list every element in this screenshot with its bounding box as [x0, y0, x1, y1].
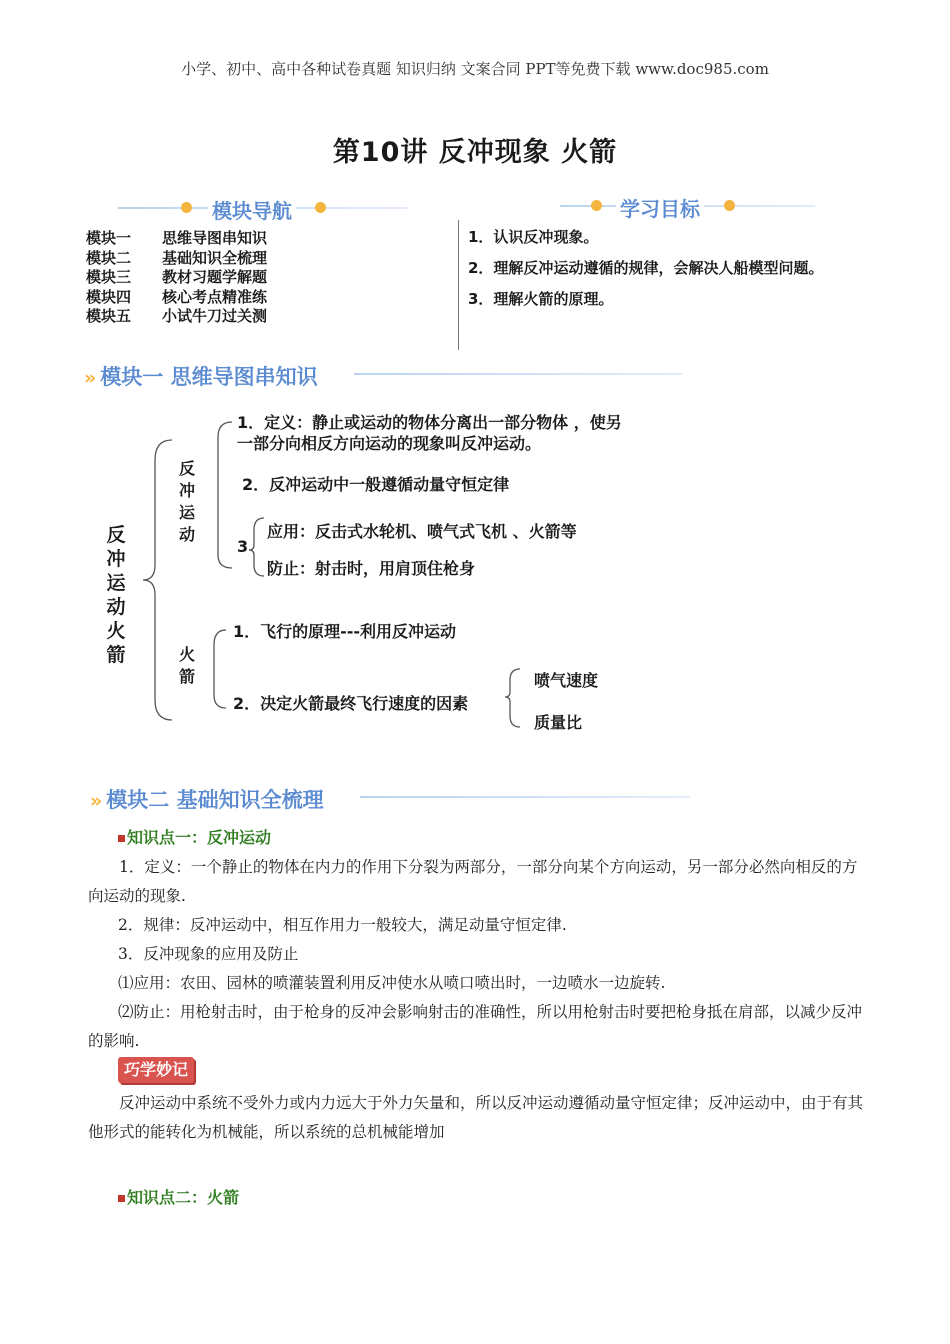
knowledge-point-1-title-text: 知识点一：反冲运动: [127, 828, 272, 847]
mindmap-branch-recoil: 反冲运动: [178, 459, 195, 544]
mindmap-application: 应用：反击式水轮机、喷气式飞机 、火箭等: [267, 522, 577, 541]
module-name: 小试牛刀过关测: [162, 307, 268, 325]
module-number: 模块三: [86, 268, 132, 286]
section2-heading: [90, 784, 324, 814]
knowledge-point-2-title: [118, 1185, 239, 1208]
module-number: 模块一: [86, 229, 132, 247]
mindmap-prevention: 防止：射击时，用肩顶住枪身: [267, 559, 476, 578]
mindmap-definition-line1: 1．定义：静止或运动的物体分离出一部分物体 ，使另: [237, 413, 622, 432]
mindmap-root: 反冲运动 火箭: [106, 524, 126, 666]
mindmap-branch-rocket: 火箭: [178, 645, 195, 686]
kp1-prevention: ⑵防止：用枪射击时，由于枪身的反冲会影响射击的准确性，所以用枪射击时要把枪身抵在肩部，以减少反冲的影响.: [88, 1003, 863, 1050]
goal-item: 1．认识反冲现象。: [468, 228, 599, 246]
module-number: 模块五: [86, 307, 132, 325]
module-number: 模块四: [86, 287, 132, 306]
mindmap-mass-ratio: 质量比: [534, 713, 583, 732]
memory-tip-text: 反冲运动中系统不受外力或内力远大于外力矢量和，所以反冲运动遵循动量守恒定律；反冲运动中，由于有其他形式的能转化为机械能，所以系统的总机械能增加: [88, 1094, 864, 1141]
factors-bracket: [505, 669, 520, 727]
kp1-application: ⑴应用：农田、园林的喷灌装置利用反冲使水从喷口喷出时，一边喷水一边旋转.: [118, 974, 666, 992]
memory-tip-badge: 巧学妙记: [118, 1057, 194, 1083]
root-bracket: [143, 440, 172, 720]
module-name: 基础知识全梳理: [162, 248, 268, 267]
mindmap-definition-line2: 一部分向相反方向运动的现象叫反冲运动。: [237, 434, 542, 453]
branch2-bracket: [214, 630, 226, 708]
goal-item: 3．理解火箭的原理。: [468, 290, 614, 308]
kp1-applications-heading: 3．反冲现象的应用及防止: [118, 945, 299, 963]
red-square-icon: [118, 1195, 125, 1202]
module-name: 教材习题学解题: [162, 268, 268, 286]
knowledge-point-1-title: [118, 825, 271, 848]
red-square-icon: [118, 835, 125, 842]
item3-bracket: [249, 518, 264, 576]
module-name: 思维导图串知识: [162, 229, 268, 247]
mindmap-law: 2．反冲运动中一般遵循动量守恒定律: [242, 475, 510, 494]
goal-item: 2．理解反冲运动遵循的规律，会解决人船模型问题。: [468, 259, 824, 277]
nav-heading: 模块导航: [208, 195, 296, 224]
page-title: 第10讲 反冲现象 火箭: [332, 137, 618, 168]
kp1-law: 2．规律：反冲运动中，相互作用力一般较大，满足动量守恒定律.: [118, 916, 567, 934]
section2-rule: [360, 796, 690, 798]
knowledge-point-2-title-text: 知识点二：火箭: [127, 1188, 240, 1207]
branch1-bracket: [218, 422, 232, 568]
mindmap-item3-number: 3: [237, 537, 249, 556]
mindmap-jet-speed: 喷气速度: [534, 671, 599, 690]
double-chevron-icon: »: [90, 790, 103, 812]
module-number: 模块二: [86, 248, 132, 267]
section1-heading-text: 模块一 思维导图串知识: [100, 365, 318, 389]
mindmap-flight-principle: 1．飞行的原理---利用反冲运动: [233, 622, 457, 641]
goals-heading: 学习目标: [616, 193, 704, 222]
kp1-definition: 1．定义：一个静止的物体在内力的作用下分裂为两部分，一部分向某个方向运动，另一部分必然向相反的方向运动的现象.: [88, 858, 858, 905]
module-name: 核心考点精准练: [162, 287, 268, 306]
double-chevron-icon: »: [84, 367, 97, 389]
section2-heading-text: 模块二 基础知识全梳理: [106, 788, 324, 812]
page-header: 小学、初中、高中各种试卷真题 知识归纳 文案合同 PPT等免费下载 www.doc985.com: [181, 60, 769, 78]
mindmap-speed-factors: 2．决定火箭最终飞行速度的因素: [233, 694, 469, 713]
